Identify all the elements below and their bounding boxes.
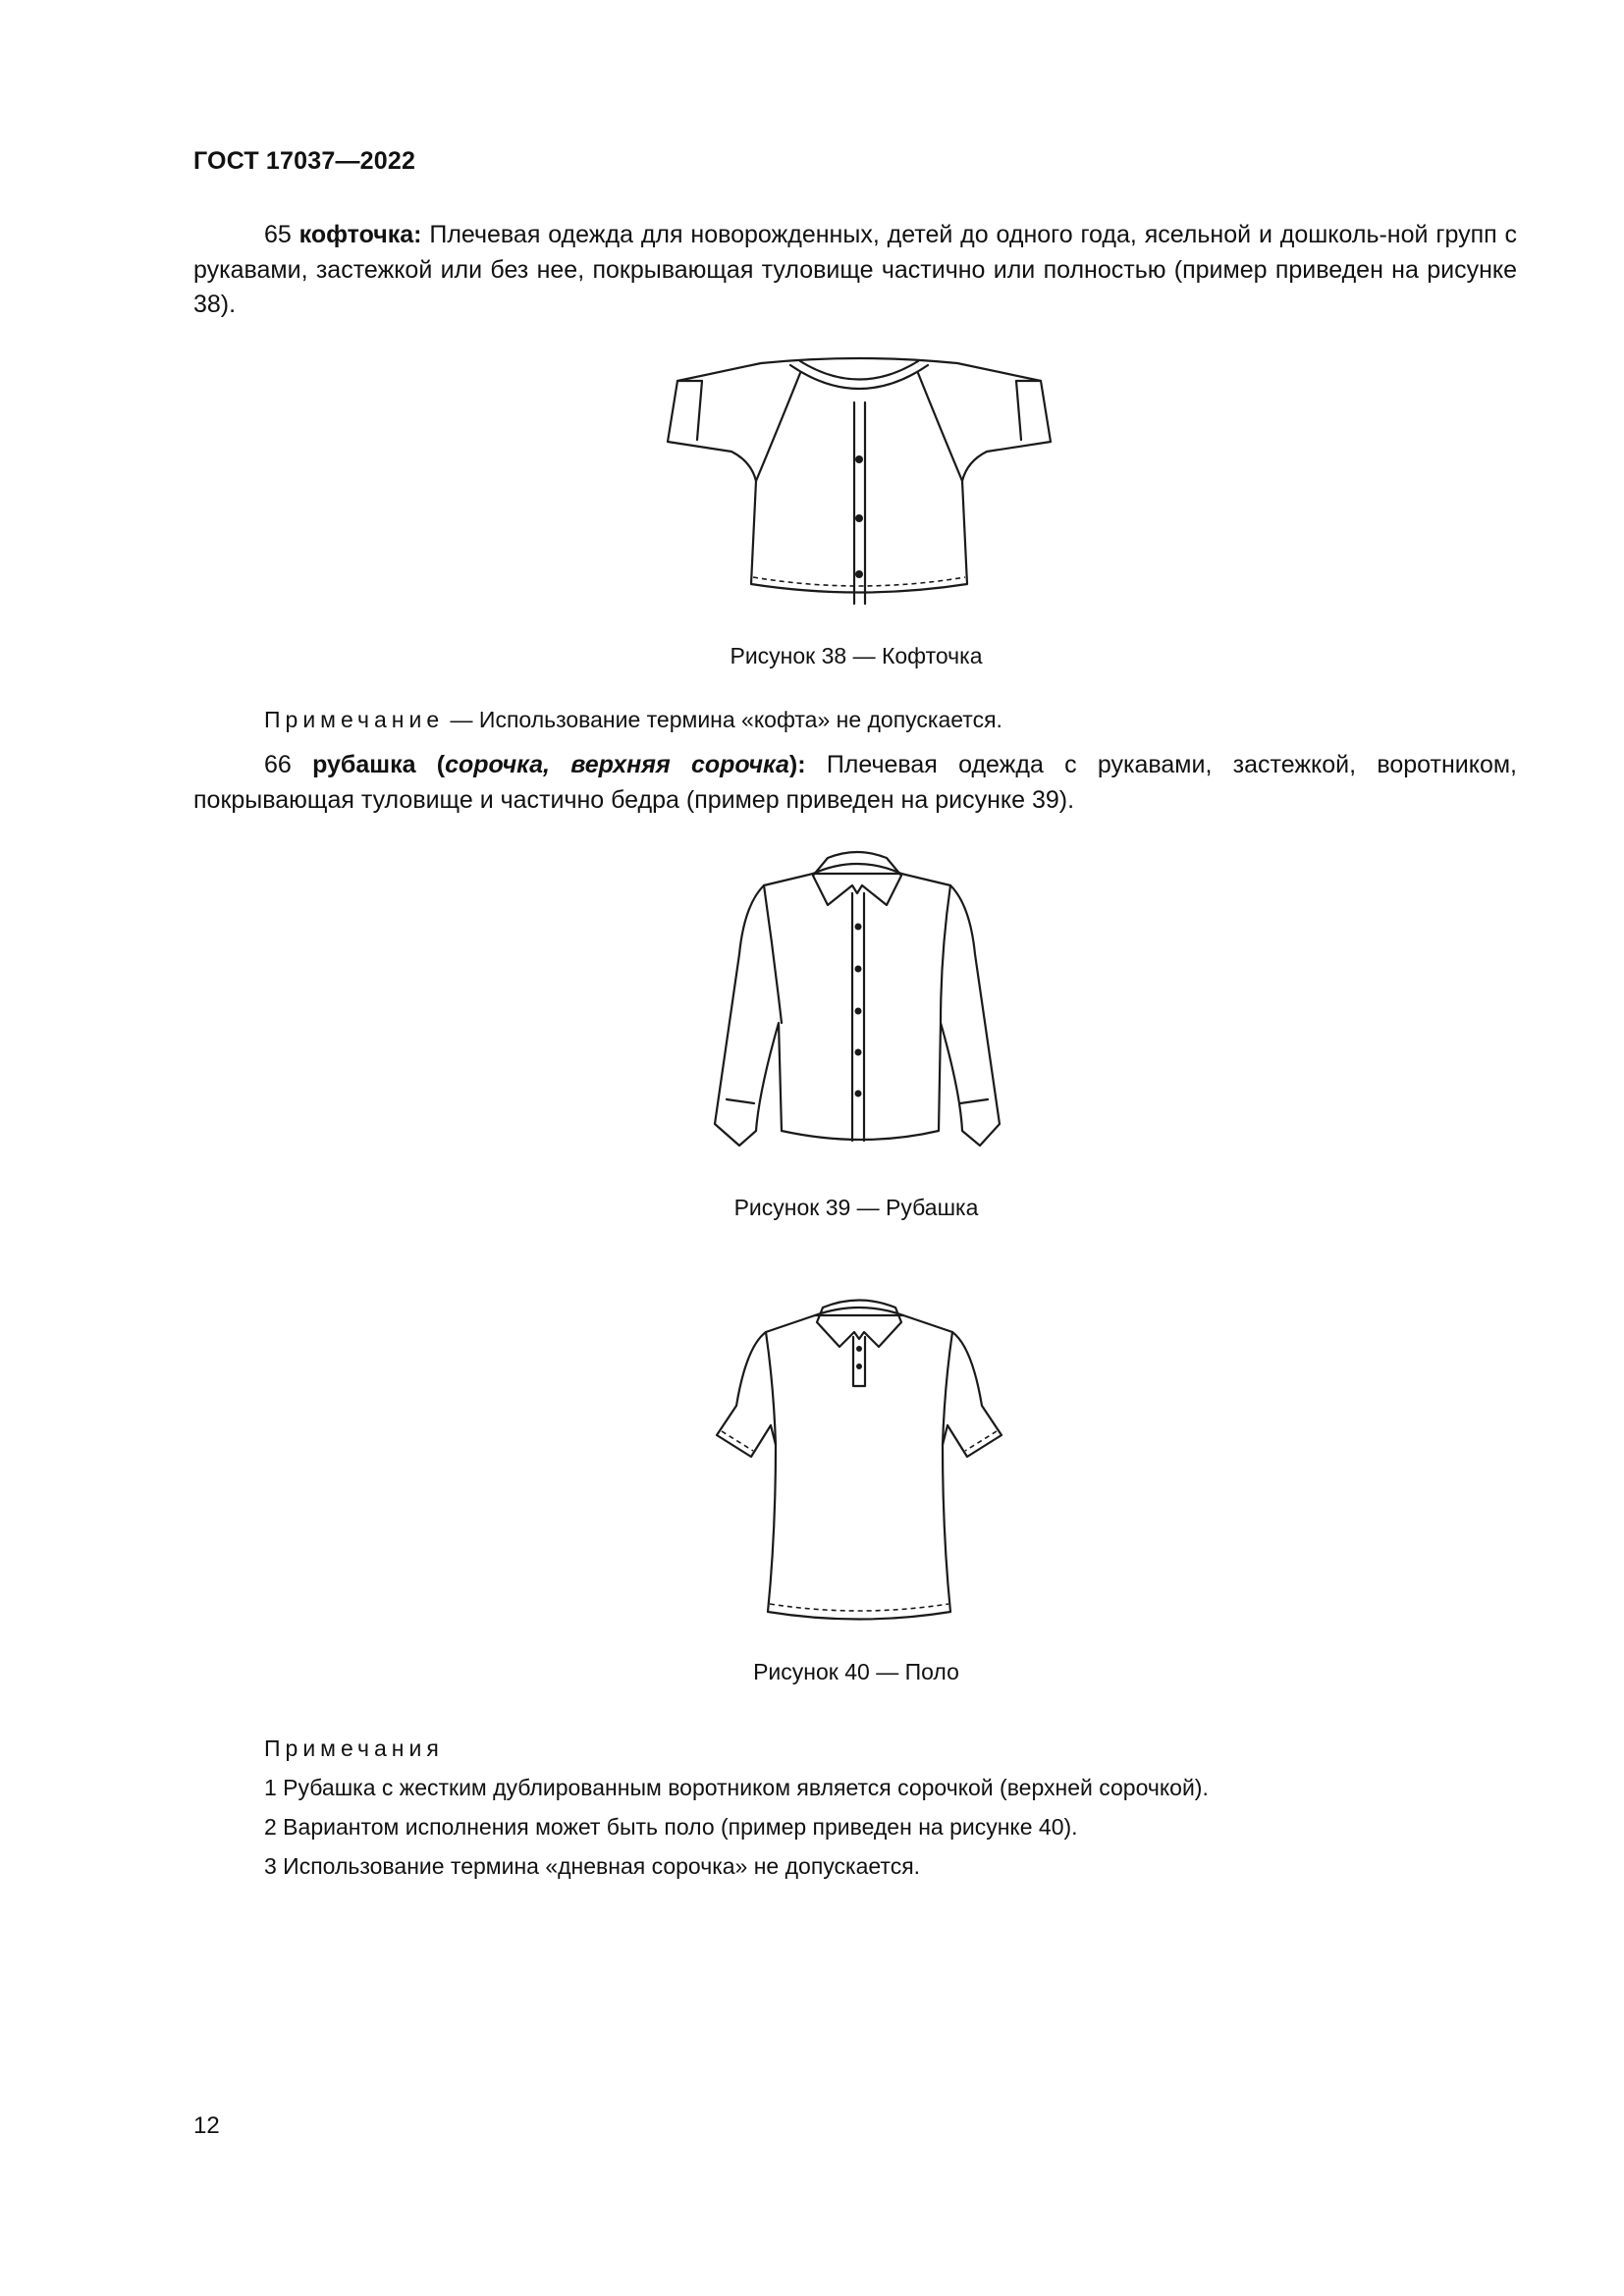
figure-40-caption: Рисунок 40 — Поло — [753, 1659, 959, 1684]
section-65-term: кофточка: — [298, 221, 422, 248]
section-66 — [193, 748, 1517, 818]
note-text: — Использование термина «кофта» не допускается. — [450, 707, 1002, 732]
figure-39-caption: Рисунок 39 — Рубашка — [733, 1195, 979, 1220]
notes-label: Примечания — [264, 1735, 444, 1761]
figure-38-caption: Рисунок 38 — Кофточка — [730, 643, 983, 668]
section-66-definition: Плечевая одежда с рукавами, застежкой, воротником, покрывающая туловище и частично бедра (пример приведен на рисунке 39). — [193, 751, 1517, 814]
note-single — [264, 707, 1002, 733]
figure-39-drawing — [705, 846, 1009, 1155]
shirt-icon — [705, 846, 1009, 1155]
document-header: ГОСТ 17037—2022 — [193, 147, 416, 175]
note-label: Примечание — [264, 707, 445, 732]
section-65 — [193, 218, 1517, 323]
figure-40-drawing — [707, 1288, 1011, 1627]
section-66-number: 66 — [264, 751, 292, 778]
polo-shirt-icon — [707, 1288, 1011, 1627]
note-item-2: 2 Вариантом исполнения может быть поло (пример приведен на рисунке 40). — [264, 1814, 1078, 1840]
section-65-definition: Плечевая одежда для новорожденных, детей до одного года, ясельной и дошколь-ной групп с рукавами, застежкой или без нее, покрывающая туловище частично или полностью (пример приведен на рисунке 38). — [193, 221, 1517, 318]
note-item-3: 3 Использование термина «дневная сорочка» не допускается. — [264, 1853, 921, 1879]
figure-38-drawing — [643, 353, 1075, 614]
baby-jacket-icon — [643, 353, 1075, 614]
section-66-synonyms: сорочка, верхняя сорочка — [445, 751, 789, 778]
note-item-1: 1 Рубашка с жестким дублированным воротником является сорочкой (верхней сорочкой). — [264, 1775, 1209, 1800]
page-number: 12 — [193, 2112, 220, 2139]
section-65-number: 65 — [264, 221, 292, 248]
section-66-term: рубашка (сорочка, верхняя сорочка): — [312, 751, 806, 778]
